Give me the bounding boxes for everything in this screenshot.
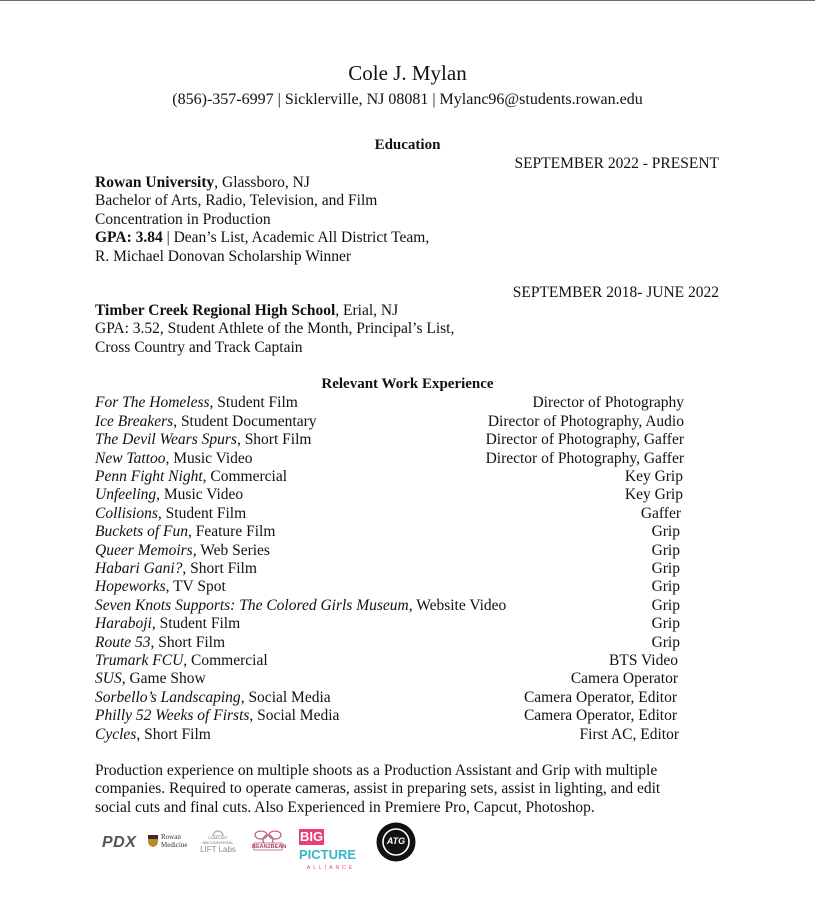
project-type: , Short Film xyxy=(182,560,257,577)
project-type: , Commercial xyxy=(183,652,268,669)
project-title: Ice Breakers xyxy=(95,412,174,430)
timber-creek-captain: Cross Country and Track Captain xyxy=(95,338,303,356)
experience-heading: Relevant Work Experience xyxy=(321,376,494,392)
experience-row xyxy=(95,652,695,670)
rowan-honors: | Dean’s List, Academic All District Team, xyxy=(162,229,430,247)
project-role: Camera Operator, Editor xyxy=(523,707,677,724)
project-role: Gaffer xyxy=(640,505,681,522)
project-type: Feature Film xyxy=(191,523,276,540)
experience-row xyxy=(95,578,695,596)
bean2bean-text: BEAN2BEAN xyxy=(252,844,287,850)
project-type: , Short Film xyxy=(236,431,312,448)
nbcuniversal-text: NBCUNIVERSAL xyxy=(202,840,234,845)
project-type: , Commercial xyxy=(202,468,288,485)
atg-text: ATG xyxy=(386,836,406,846)
contact-line: (856)-357-6997 | Sicklerville, NJ 08081 | Mylanc96@students.rowan.edu xyxy=(172,91,643,108)
lift-labs-logo xyxy=(198,829,238,857)
big-picture-alliance-logo xyxy=(299,828,363,871)
project-role: Director of Photography, Audio xyxy=(487,412,684,430)
project-type: , Music Video xyxy=(156,486,244,503)
experience-row xyxy=(95,431,695,449)
experience-row xyxy=(95,597,695,615)
project-role: Camera Operator, Editor xyxy=(523,689,677,706)
project-role: Grip xyxy=(651,615,680,632)
experience-row xyxy=(95,505,695,523)
project-role: Director of Photography xyxy=(532,394,684,411)
rowan-logo-text: Rowan xyxy=(161,833,181,841)
rowan-medicine-logo xyxy=(147,832,189,854)
experience-row xyxy=(95,707,695,725)
project-type: , Student Film xyxy=(209,394,298,411)
timber-creek-dates: SEPTEMBER 2018- JUNE 2022 xyxy=(512,284,719,301)
project-role: BTS Video xyxy=(609,652,678,669)
project-title: The Devil Wears Spurs xyxy=(95,431,237,448)
project-role: Director of Photography, Gaffer xyxy=(485,449,684,467)
rowan-degree: Bachelor of Arts, Radio, Television, and Film xyxy=(95,192,378,210)
project-type: Web Series xyxy=(196,541,270,559)
rowan-location: , Glassboro, NJ xyxy=(214,174,310,191)
project-title: Collisions, xyxy=(95,505,162,522)
pdx-logo: PDX xyxy=(102,834,137,851)
project-type: , Social Media xyxy=(240,689,331,706)
picture-text: PICTURE xyxy=(299,847,357,862)
timber-creek-location: , Erial, NJ xyxy=(335,302,399,319)
experience-row xyxy=(95,394,695,412)
project-role: Key Grip xyxy=(624,468,683,485)
project-title: New Tattoo xyxy=(95,449,166,467)
rowan-school: Rowan University xyxy=(95,174,215,191)
experience-row xyxy=(95,542,695,560)
project-type: , Social Media xyxy=(249,707,340,724)
project-title: Unfeeling xyxy=(95,486,157,503)
education-heading: Education xyxy=(374,137,441,153)
experience-row xyxy=(95,560,695,578)
project-type: , Short Film xyxy=(150,633,226,651)
experience-row xyxy=(95,689,695,707)
project-type: , Website Video xyxy=(408,596,507,614)
resume-name: Cole J. Mylan xyxy=(348,61,467,85)
project-title: For The Homeless xyxy=(95,394,210,411)
project-title: SUS xyxy=(95,670,122,687)
project-title: Cycles xyxy=(95,726,137,743)
project-type: , Music Video xyxy=(165,449,253,467)
project-role: Grip xyxy=(651,541,680,559)
shield-icon xyxy=(147,834,159,848)
project-role: Grip xyxy=(651,560,680,577)
project-title: Penn Fight Night xyxy=(95,468,203,485)
timber-creek-block xyxy=(95,302,454,357)
experience-row xyxy=(95,670,695,688)
experience-row xyxy=(95,468,695,486)
project-role: First AC, Editor xyxy=(579,726,679,743)
experience-row xyxy=(95,634,695,652)
bean2bean-logo xyxy=(249,826,287,858)
project-role: Grip xyxy=(651,633,680,651)
summary-line: companies. Required to operate cameras, assist in preparing sets, assist in lighting, and edit xyxy=(95,780,661,798)
project-role: Grip xyxy=(651,596,680,614)
project-title: Trumark FCU xyxy=(95,652,184,669)
project-role: Camera Operator xyxy=(570,670,678,687)
alliance-text: ALLIANCE xyxy=(306,865,356,871)
project-title: Route 53 xyxy=(95,633,151,651)
experience-row xyxy=(95,615,695,633)
summary-line: social cuts and final cuts. Also Experienced in Premiere Pro, Capcut, Photoshop. xyxy=(95,798,595,816)
timber-creek-gpa: GPA: 3.52, Student Athlete of the Month, Principal’s List, xyxy=(95,320,455,338)
project-title: Queer Memoirs, xyxy=(95,541,197,559)
experience-row xyxy=(95,486,695,504)
project-role: Key Grip xyxy=(624,486,683,503)
project-role: Director of Photography, Gaffer xyxy=(485,431,684,448)
project-type: , Short Film xyxy=(136,726,211,743)
project-type: , Student Film xyxy=(151,615,241,632)
top-border xyxy=(0,0,815,1)
timber-creek-school: Timber Creek Regional High School xyxy=(95,302,336,319)
project-title: Buckets of Fun, xyxy=(95,523,192,540)
project-title: Seven Knots Supports: The Colored Girls Museum xyxy=(95,596,409,614)
medicine-logo-text: Medicine xyxy=(161,841,188,849)
rowan-gpa: GPA: 3.84 xyxy=(95,229,163,247)
project-type: , Student Documentary xyxy=(173,412,317,430)
bean-icon xyxy=(249,826,287,858)
project-title: Haraboji xyxy=(95,615,152,632)
summary-paragraph xyxy=(95,762,735,817)
project-type: Student Film xyxy=(161,505,247,522)
project-title: Habari Gani? xyxy=(95,560,183,577)
summary-line: Production experience on multiple shoots as a Production Assistant and Grip with multiple xyxy=(95,762,658,779)
experience-row xyxy=(95,726,695,744)
lift-labs-text: LIFT Labs xyxy=(200,845,236,854)
comcast-text: COMCAST xyxy=(208,835,228,840)
project-title: Sorbello’s Landscaping xyxy=(95,689,241,706)
experience-row xyxy=(95,450,695,468)
rowan-concentration: Concentration in Production xyxy=(95,210,271,228)
atg-logo xyxy=(376,822,416,862)
project-title: Hopeworks xyxy=(95,578,166,595)
big-text: BIG xyxy=(300,829,324,844)
rowan-dates: SEPTEMBER 2022 - PRESENT xyxy=(514,155,719,172)
rowan-block xyxy=(95,174,429,266)
experience-row xyxy=(95,523,695,541)
project-type: , Game Show xyxy=(121,670,206,687)
experience-row xyxy=(95,413,695,431)
project-role: Grip xyxy=(651,523,680,540)
rowan-scholarship: R. Michael Donovan Scholarship Winner xyxy=(95,247,352,265)
project-role: Grip xyxy=(651,578,680,595)
project-type: , TV Spot xyxy=(165,578,226,595)
project-title: Philly 52 Weeks of Firsts xyxy=(95,707,250,724)
